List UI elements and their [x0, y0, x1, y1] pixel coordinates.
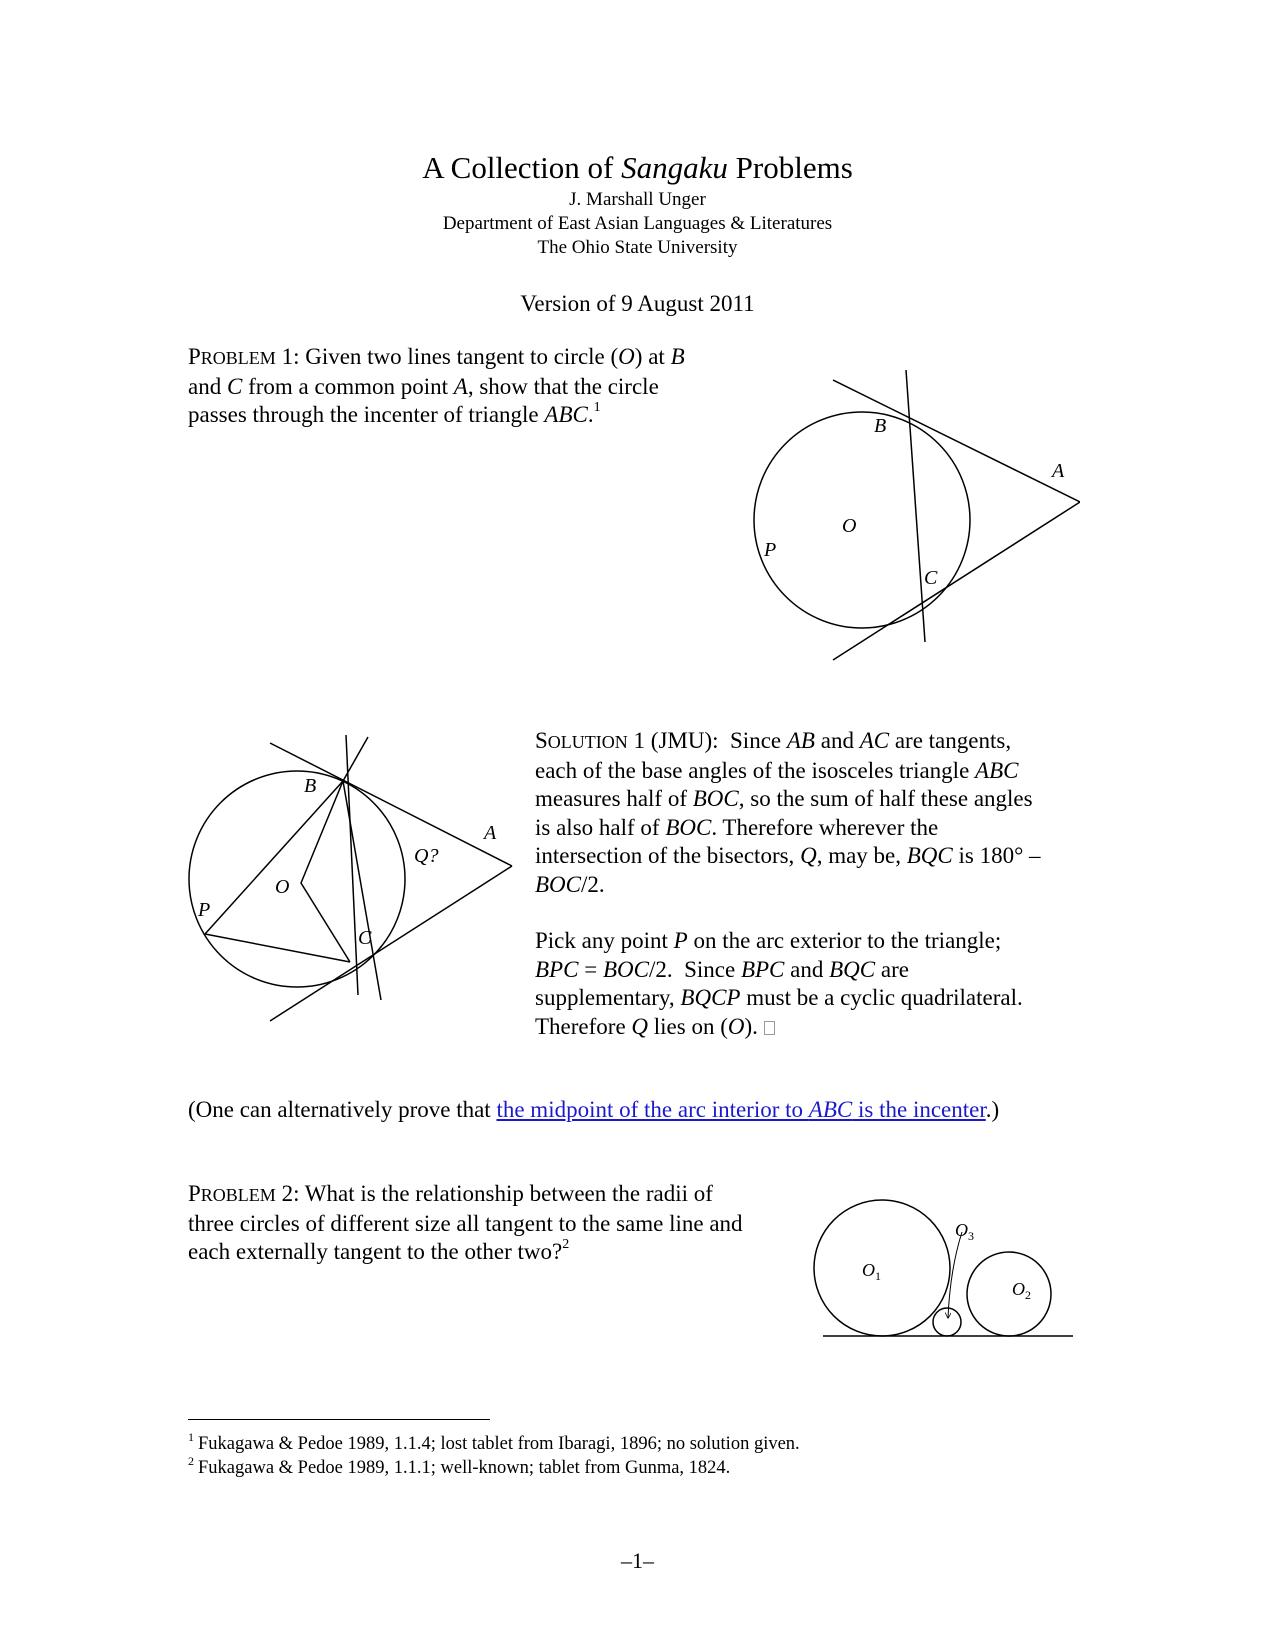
solution-1-line: [535, 785, 1095, 814]
math-variable: BQCP: [680, 985, 741, 1010]
math-variable: BOC: [602, 956, 649, 982]
label-p: P: [764, 539, 777, 561]
text-run: =: [578, 956, 603, 982]
solution-1-paragraph-1: [535, 727, 1095, 899]
text-run: is also half of: [535, 814, 666, 840]
text-run: Given two lines tangent to circle (: [299, 344, 619, 369]
math-variable: BOC: [665, 814, 712, 840]
label-o3: $O_3$: [955, 1220, 974, 1243]
text-run: , so the sum of half these angles: [738, 786, 1033, 811]
text-run: lies on (: [648, 1013, 728, 1039]
label-c: C: [358, 927, 372, 949]
university: The Ohio State University: [537, 237, 738, 258]
bisector-line-c: [343, 781, 381, 1000]
math-variable: O: [618, 344, 635, 369]
text-run: must be a cyclic quadrilateral.: [740, 985, 1023, 1010]
problem-2-line-1: PROBLEM 2: What is the relationship between the radii of: [188, 1181, 713, 1206]
text-run: passes through the incenter of triangle: [188, 402, 545, 427]
alternative-remark: (One can alternatively prove that the midpoint of the arc interior to ABC is the incenter.): [188, 1097, 1000, 1122]
math-variable: BQC: [906, 843, 953, 868]
label-q: Q?: [414, 845, 439, 867]
math-variable: Q: [800, 843, 817, 868]
text-run: /2. Since: [648, 956, 741, 982]
text-run: Pick any point: [535, 928, 674, 953]
problem-2-line-3: each externally tangent to the other two?$^2$: [188, 1237, 570, 1264]
math-variable: P: [673, 928, 688, 953]
problem-2-figure: [810, 1190, 1080, 1345]
label-a: A: [484, 822, 497, 844]
label-o2: $O_2$: [1012, 1279, 1031, 1302]
solution-1-line: [535, 814, 1095, 843]
text-run: supplementary,: [535, 985, 681, 1010]
problem-1-statement: [188, 343, 748, 430]
math-variable: BPC: [535, 956, 579, 982]
qed-box-icon: [764, 1021, 775, 1035]
solution-1-line: [535, 842, 1095, 871]
text-run: Since: [718, 728, 787, 753]
text-run: measures half of: [535, 786, 693, 811]
solution-1-line: SOLUTION 1 (JMU): Since AB and AC are tangents,: [535, 728, 1012, 753]
solution-1-text: [535, 727, 1095, 1041]
page-number: –1–: [621, 1548, 654, 1573]
text-run: are tangents,: [889, 728, 1012, 753]
solution-1-line: [535, 927, 1095, 956]
solution-1-line: [535, 1013, 1095, 1042]
text-run: and: [188, 373, 227, 399]
segment-bp: [205, 781, 343, 934]
text-run: are: [875, 956, 909, 982]
tangent-line-ab: [270, 743, 512, 866]
text-run: /2.: [581, 871, 605, 897]
problem-2-statement: [188, 1180, 828, 1267]
text-run: and: [814, 728, 860, 753]
tangent-line-ab: [833, 380, 1080, 502]
department: Department of East Asian Languages & Literatures: [442, 213, 833, 234]
chord-line-bc: [906, 370, 925, 642]
math-variable: B: [670, 344, 685, 369]
math-variable: BPC: [740, 956, 785, 982]
text-run: , may be,: [816, 843, 907, 868]
text-run: each of the base angles of the isosceles triangle: [535, 757, 976, 783]
text-run: is 180° –: [952, 843, 1041, 868]
text-run: ).: [744, 1013, 758, 1039]
incenter-proof-link[interactable]: the midpoint of the arc interior to ABC is the incenter: [496, 1097, 986, 1122]
math-variable: C: [226, 373, 243, 399]
math-variable: BOC: [692, 786, 739, 811]
text-run: and: [784, 956, 830, 982]
math-variable: ABC: [975, 757, 1019, 783]
circle-o2: [967, 1252, 1051, 1336]
problem-2-line-2: three circles of different size all tangent to the same line and: [188, 1210, 743, 1236]
label-c: C: [924, 567, 938, 589]
text-run: intersection of the bisectors,: [535, 843, 801, 868]
label-o1: $O_1$: [862, 1260, 881, 1283]
math-variable: ABC: [544, 402, 588, 427]
version-date: Version of 9 August 2011: [520, 291, 755, 316]
problem-1-line-1: PROBLEM 1: Given two lines tangent to circle (O) at B: [188, 344, 685, 369]
math-variable: A: [453, 373, 468, 399]
text-run: , show that the circle: [467, 373, 659, 399]
author-name: J. Marshall Unger: [569, 189, 706, 210]
math-variable: AB: [786, 728, 815, 753]
solution-1-line: [535, 871, 1095, 900]
text-run: Therefore: [535, 1013, 632, 1039]
footnote-separator: [188, 1419, 490, 1420]
text-run: ) at: [634, 344, 671, 369]
text-run: from a common point: [242, 373, 454, 399]
page-title: A Collection of Sangaku Problems: [422, 150, 853, 185]
math-variable: O: [727, 1013, 745, 1039]
footnote-2: $^2$ Fukagawa & Pedoe 1989, 1.1.1; well-known; tablet from Gunma, 1824.: [188, 1453, 731, 1478]
label-a: A: [1052, 460, 1065, 482]
footnote-ref-1[interactable]: 1: [593, 400, 601, 416]
solution-1-line: [535, 956, 1095, 985]
problem-1-figure: [720, 340, 1080, 670]
circle-o: [754, 412, 970, 628]
circle-o3: [933, 1308, 961, 1336]
tangent-line-ac: [270, 866, 512, 1021]
label-p: P: [198, 899, 211, 921]
tangent-line-ac: [833, 502, 1080, 660]
footnote-1: $^1$ Fukagawa & Pedoe 1989, 1.1.4; lost tablet from Ibaragi, 1896; no solution given.: [188, 1429, 800, 1454]
math-variable: Q: [631, 1013, 649, 1039]
solution-1-paragraph-2: [535, 927, 1095, 1041]
segments-bo-oc: [301, 781, 350, 962]
text-run: .: [587, 402, 594, 427]
label-b: B: [304, 775, 317, 797]
label-o: O: [275, 876, 290, 898]
segment-pc: [205, 934, 350, 962]
solution-1-figure: [180, 720, 520, 1030]
solution-1-line: [535, 984, 1095, 1013]
label-b: B: [874, 415, 887, 437]
circle-o1: [814, 1200, 950, 1336]
text-run: . Therefore wherever the: [711, 814, 939, 840]
math-variable: AC: [859, 728, 890, 753]
footnote-ref-2[interactable]: 2: [562, 1237, 570, 1253]
solution-1-line: [535, 757, 1095, 786]
text-run: on the arc exterior to the triangle;: [687, 928, 1002, 953]
label-o: O: [842, 515, 857, 537]
problem-1-line-3: [188, 401, 748, 430]
math-variable: BQC: [829, 956, 876, 982]
problem-1-line-2: [188, 373, 748, 402]
math-variable: BOC: [535, 871, 581, 897]
